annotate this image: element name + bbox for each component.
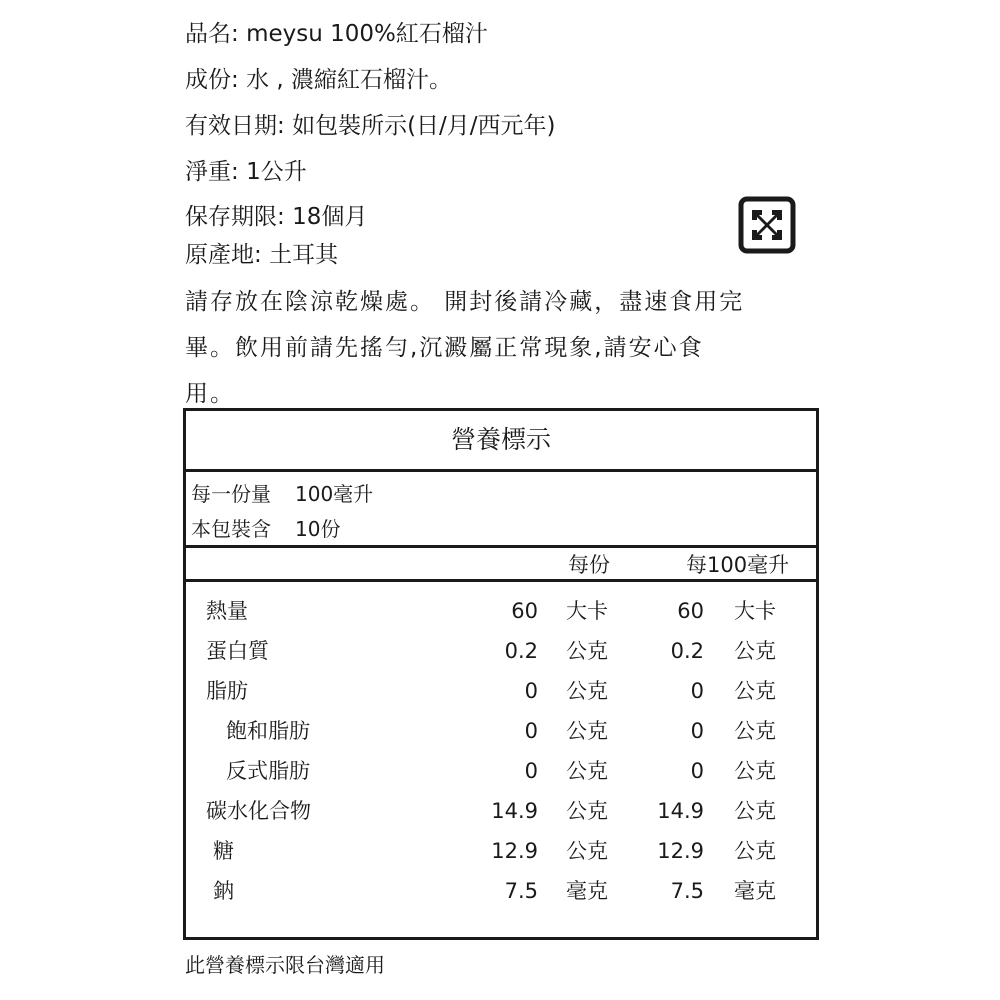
per-100ml-unit: 公克 [734, 719, 776, 743]
net-weight-label: 淨重 : [185, 159, 246, 185]
storage-note-line-1: 請存放在陰涼乾燥處。 開封後請冷藏，盡速食用完 [185, 289, 745, 315]
origin-value: 土耳其 [269, 242, 339, 268]
storage-note-line-2: 畢。飲用前請先搖勻,沉澱屬正常現象,請安心食 [185, 335, 704, 361]
product-name-value: meysu 100%紅石榴汁 [246, 21, 488, 47]
per-serving-value: 14.9 [491, 799, 538, 823]
expiry-value: 如包裝所示(日/月/西元年) [292, 113, 556, 139]
nutrient-name: 糖 [213, 839, 234, 863]
nutrition-row [186, 831, 816, 871]
per-serving-value: 12.9 [491, 839, 538, 863]
ingredients-value: 水 , 濃縮紅石榴汁。 [246, 67, 452, 93]
nutrition-row [186, 591, 816, 631]
per-100ml-value: 60 [677, 599, 704, 623]
storage-note-line-3: 用。 [185, 381, 235, 407]
per-100ml-unit: 公克 [734, 679, 776, 703]
per-100ml-value: 12.9 [657, 839, 704, 863]
per-100ml-unit: 公克 [734, 759, 776, 783]
shelf-life-line [185, 203, 367, 231]
origin-label: 原產地 : [185, 242, 269, 268]
per-serving-value: 0 [524, 759, 538, 783]
storage-note [185, 279, 825, 417]
recycle-symbol-icon [738, 196, 796, 254]
shelf-life-value: 18個月 [292, 204, 368, 230]
nutrition-row [186, 631, 816, 671]
per-serving-value: 0 [524, 679, 538, 703]
per-100ml-value: 0 [690, 759, 704, 783]
per-serving-unit: 公克 [566, 839, 608, 863]
per-serving-unit: 公克 [566, 759, 608, 783]
per-100ml-unit: 毫克 [734, 879, 776, 903]
per-100ml-value: 0.2 [670, 639, 704, 663]
nutrition-facts-table [183, 408, 819, 940]
per-100ml-unit: 大卡 [734, 599, 776, 623]
nutrition-row [186, 711, 816, 751]
nutrient-name: 脂肪 [206, 679, 248, 703]
per-serving-unit: 毫克 [566, 879, 608, 903]
servings-label: 本包裝含 [191, 517, 271, 541]
product-name-line [185, 20, 488, 48]
per-serving-unit: 公克 [566, 639, 608, 663]
per-100ml-value: 14.9 [657, 799, 704, 823]
ingredients-line [185, 66, 452, 94]
nutrient-name: 碳水化合物 [206, 799, 311, 823]
per-serving-value: 0 [524, 719, 538, 743]
product-name-label: 品名 : [185, 21, 246, 47]
nutrition-row [186, 751, 816, 791]
divider-line [186, 579, 816, 582]
expiry-label: 有效日期 : [185, 113, 292, 139]
column-header-per-100ml: 每100毫升 [686, 553, 790, 577]
per-100ml-unit: 公克 [734, 839, 776, 863]
column-header-per-serving: 每份 [568, 553, 610, 577]
nutrition-title: 營養標示 [186, 411, 816, 472]
nutrient-name: 熱量 [206, 599, 248, 623]
footer-note: 此營養標示限台灣適用 [185, 953, 385, 977]
serving-size-label: 每一份量 [191, 482, 271, 506]
per-serving-unit: 大卡 [566, 599, 608, 623]
shelf-life-label: 保存期限 : [185, 204, 292, 230]
nutrition-row [186, 671, 816, 711]
per-100ml-value: 7.5 [670, 879, 704, 903]
servings-value: 10份 [295, 517, 341, 541]
serving-size-value: 100毫升 [295, 482, 374, 506]
per-serving-value: 60 [511, 599, 538, 623]
net-weight-value: 1公升 [246, 159, 307, 185]
net-weight-line [185, 158, 307, 186]
ingredients-label: 成份 : [185, 67, 246, 93]
origin-line [185, 241, 338, 269]
nutrient-name: 鈉 [213, 879, 234, 903]
per-100ml-unit: 公克 [734, 799, 776, 823]
nutrient-name: 飽和脂肪 [226, 719, 310, 743]
servings-per-package-row [191, 517, 340, 541]
per-serving-unit: 公克 [566, 799, 608, 823]
expiry-line [185, 112, 556, 140]
per-100ml-value: 0 [690, 679, 704, 703]
per-serving-unit: 公克 [566, 719, 608, 743]
nutrition-row [186, 871, 816, 911]
nutrition-row [186, 791, 816, 831]
divider-line [186, 545, 816, 548]
nutrient-name: 蛋白質 [206, 639, 269, 663]
per-serving-unit: 公克 [566, 679, 608, 703]
per-serving-value: 7.5 [504, 879, 538, 903]
per-100ml-unit: 公克 [734, 639, 776, 663]
per-100ml-value: 0 [690, 719, 704, 743]
per-serving-value: 0.2 [504, 639, 538, 663]
serving-size-row [191, 482, 373, 506]
nutrient-name: 反式脂肪 [226, 759, 310, 783]
